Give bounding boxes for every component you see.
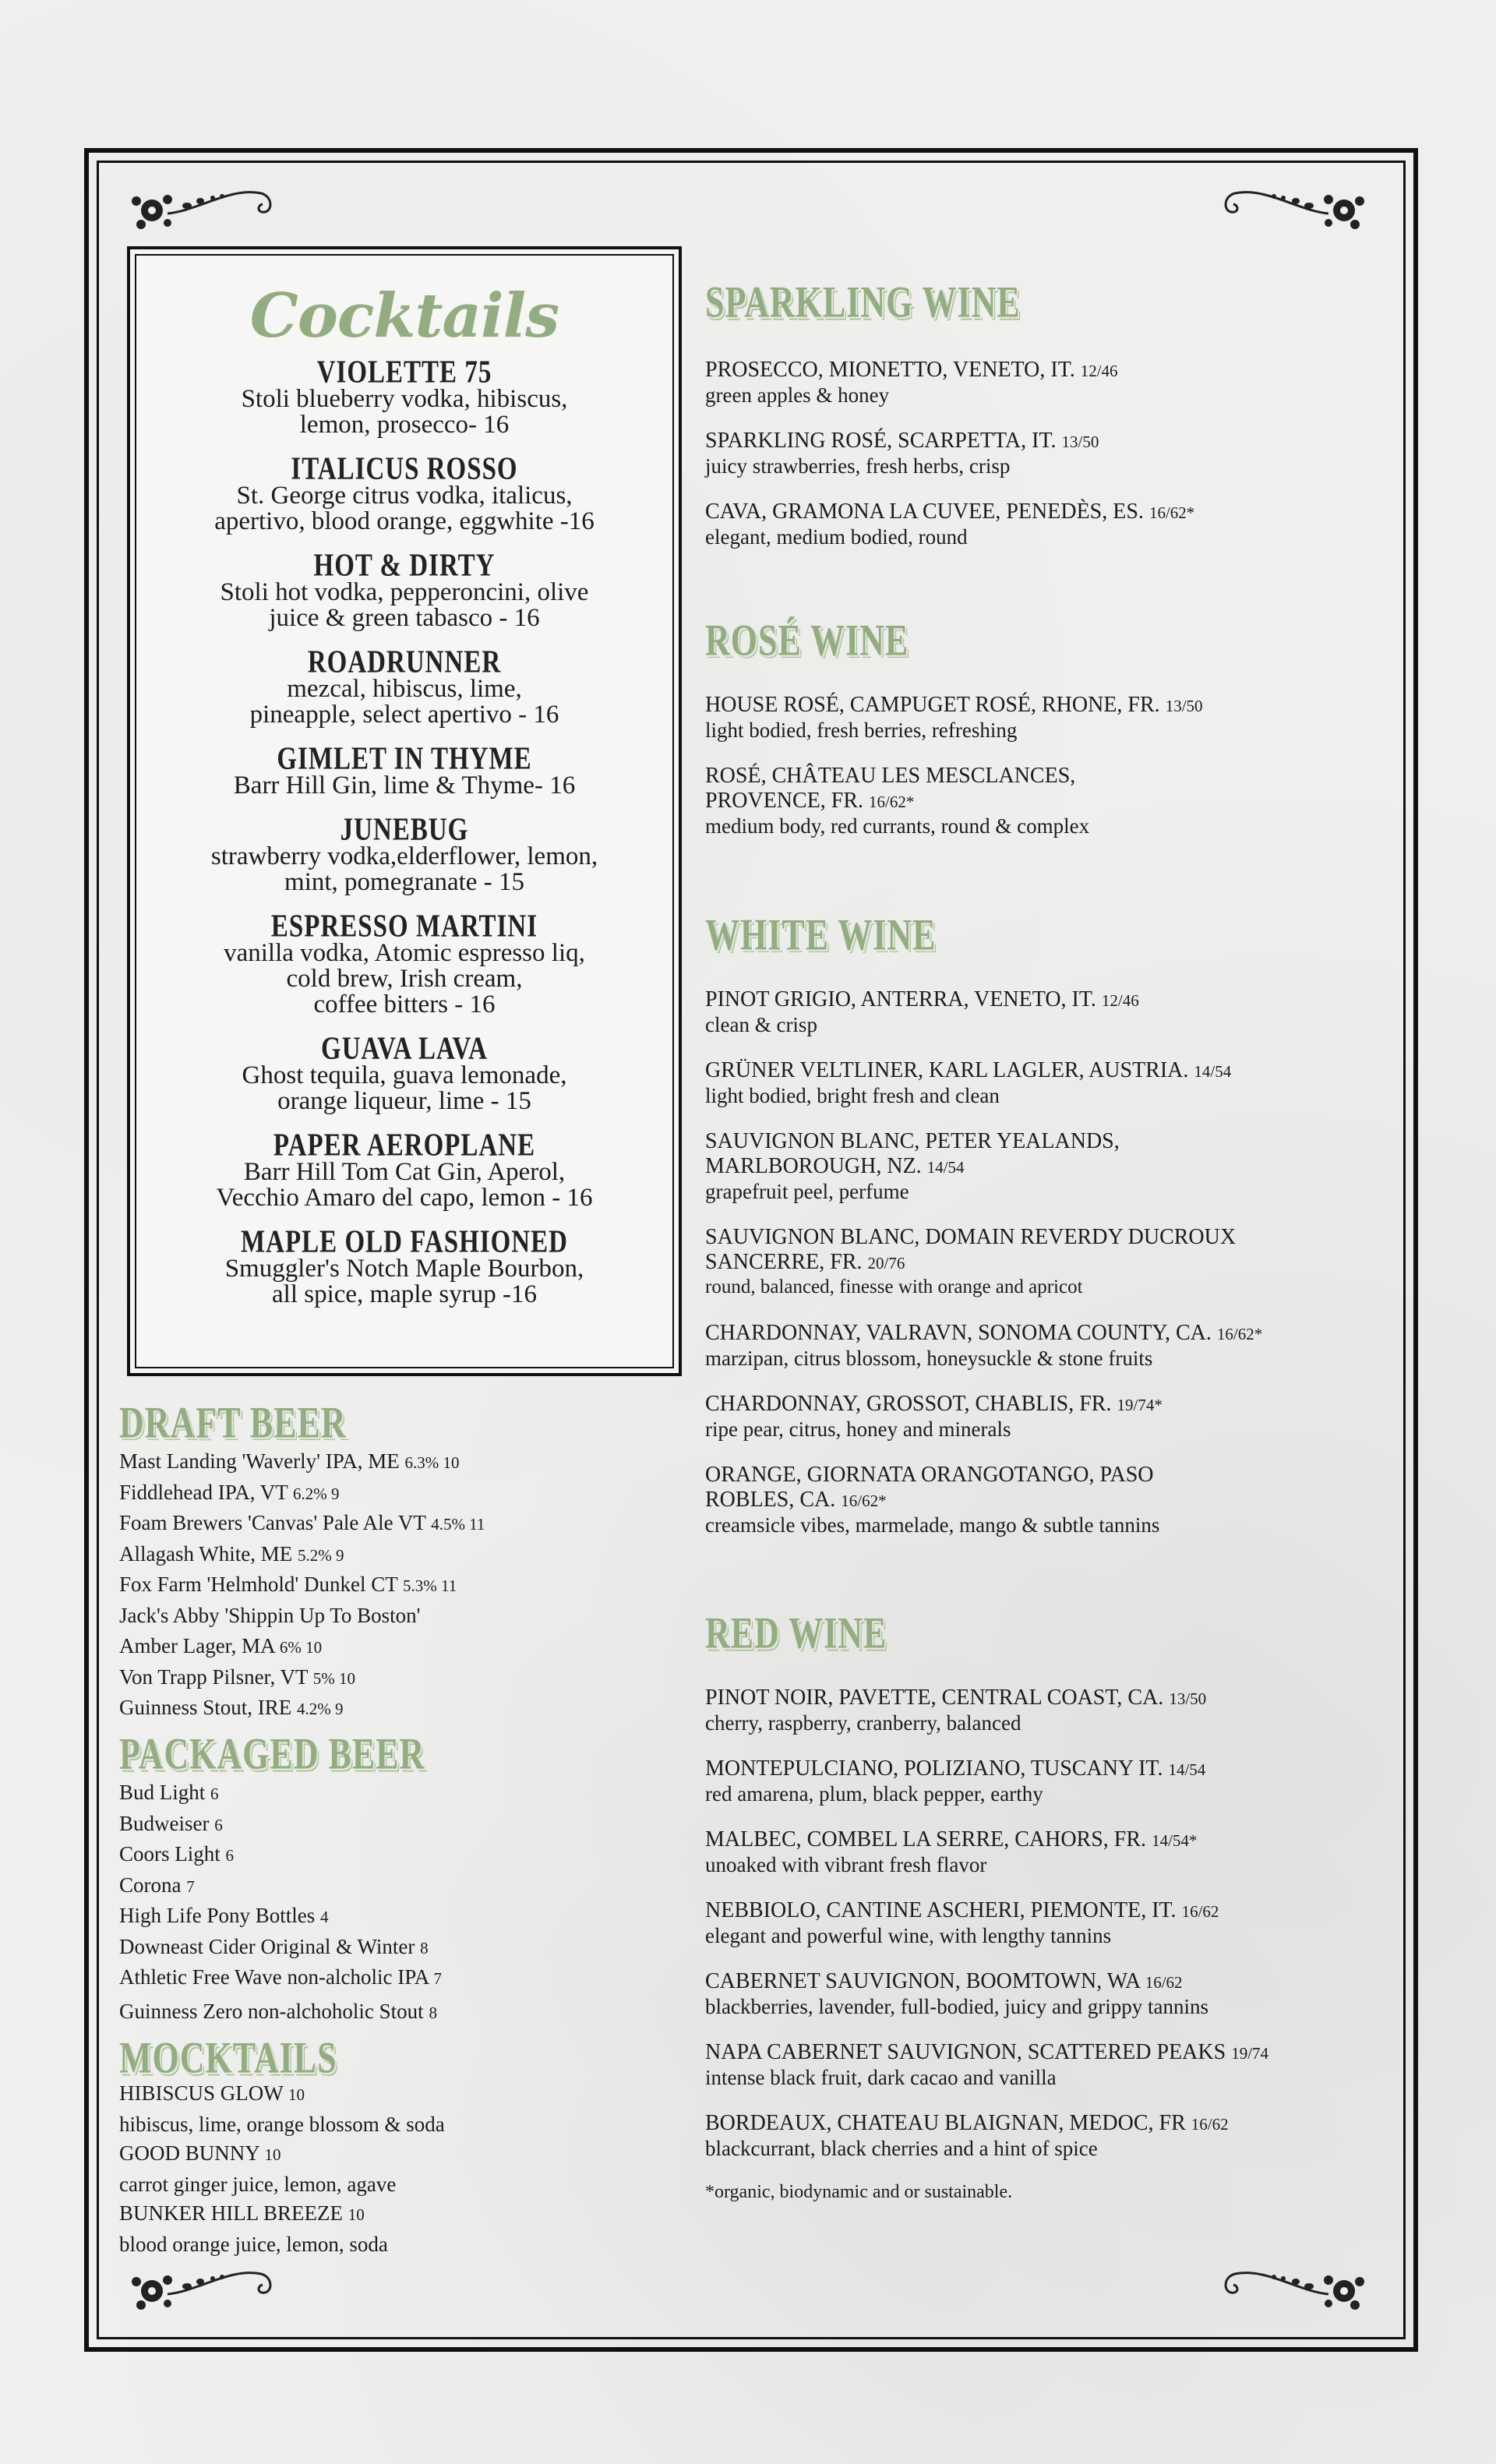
cocktail-desc: Smuggler's Notch Maple Bourbon,	[224, 1255, 584, 1283]
wine-name: GRÜNER VELTLINER, KARL LAGLER, AUSTRIA.	[705, 1058, 1189, 1082]
beer-name: High Life Pony Bottles	[119, 1904, 316, 1927]
wine-desc: blackberries, lavender, full-bodied, juicy and grippy tannins	[705, 1995, 1208, 2018]
wine-desc: cherry, raspberry, cranberry, balanced	[705, 1711, 1021, 1735]
wine-name: MALBEC, COMBEL LA SERRE, CAHORS, FR.	[705, 1827, 1147, 1852]
price: 7	[186, 1876, 195, 1896]
wine-name: CAVA, GRAMONA LA CUVEE, PENEDÈS, ES.	[705, 500, 1144, 524]
cocktail-item	[146, 355, 663, 439]
list-item	[119, 1570, 680, 1601]
cocktail-item	[146, 1224, 663, 1308]
cocktail-name: MAPLE OLD FASHIONED	[241, 1224, 568, 1260]
wine-desc: marzipan, citrus blossom, honeysuckle & stone fruits	[705, 1347, 1153, 1370]
section-title: RED WINE	[705, 1608, 887, 1658]
wine-item	[705, 693, 1383, 742]
cocktail-item	[146, 812, 663, 896]
floral-ornament-icon	[113, 179, 284, 242]
list-item	[119, 1663, 680, 1694]
beer-detail: 6.3% 10	[404, 1453, 460, 1472]
wine-name: PINOT GRIGIO, ANTERRA, VENETO, IT.	[705, 987, 1096, 1011]
list-item	[119, 1963, 680, 1994]
floral-ornament-icon	[113, 2260, 284, 2322]
cocktail-desc: orange liqueur, lime - 15	[277, 1087, 531, 1115]
wine-name: SPARKLING ROSÉ, SCARPETTA, IT.	[705, 429, 1057, 453]
cocktail-name: VIOLETTE 75	[316, 355, 492, 390]
wine-item	[705, 1898, 1383, 1947]
cocktail-desc: Stoli hot vodka, pepperoncini, olive	[220, 578, 589, 606]
wine-desc: red amarena, plum, black pepper, earthy	[705, 1782, 1043, 1806]
wine-desc: intense black fruit, dark cacao and vanilla	[705, 2066, 1057, 2089]
price: 10	[288, 2085, 305, 2104]
list-item	[119, 1478, 680, 1509]
wine-item	[705, 1225, 1321, 1299]
mocktail-name-line	[119, 2199, 680, 2230]
price: 14/54	[1168, 1760, 1206, 1779]
cocktail-name: GUAVA LAVA	[321, 1031, 488, 1067]
wine-name: ORANGE, GIORNATA ORANGOTANGO, PASO ROBLES, CA.	[705, 1463, 1154, 1512]
beer-name: Mast Landing 'Waverly' IPA, ME	[119, 1449, 400, 1473]
list-item	[119, 1601, 680, 1633]
wine-item	[705, 1321, 1383, 1370]
cocktail-desc: mint, pomegranate - 15	[284, 868, 524, 896]
beer-name: Fox Farm 'Helmhold' Dunkel CT	[119, 1573, 398, 1596]
sparkling-wine-section	[705, 277, 1383, 570]
cocktail-desc: apertivo, blood orange, eggwhite -16	[214, 507, 595, 535]
beer-name: Guinness Stout, IRE	[119, 1696, 292, 1719]
mocktail-name: BUNKER HILL BREEZE	[119, 2201, 343, 2225]
price: 14/54	[1194, 1062, 1232, 1081]
wine-item	[705, 1058, 1383, 1107]
price: 12/46	[1080, 362, 1118, 380]
cocktail-item	[146, 1031, 663, 1115]
price: 8	[420, 1938, 429, 1957]
list-item	[119, 1778, 680, 1809]
mocktail-name-line	[119, 2079, 680, 2110]
wine-item	[705, 987, 1383, 1036]
beer-name: Von Trapp Pilsner, VT	[119, 1664, 308, 1689]
cocktail-item	[146, 644, 663, 729]
price: 8	[429, 2003, 437, 2022]
cocktail-name: ROADRUNNER	[307, 644, 502, 680]
packaged-beer-section	[119, 1728, 680, 2028]
price: 6	[225, 1846, 235, 1865]
wine-name: NEBBIOLO, CANTINE ASCHERI, PIEMONTE, IT.	[705, 1898, 1177, 1922]
price: 16/62*	[1216, 1325, 1263, 1343]
cocktail-desc: mezcal, hibiscus, lime,	[287, 675, 522, 703]
cocktail-name: JUNEBUG	[340, 812, 469, 848]
cocktail-desc: vanilla vodka, Atomic espresso liq,	[224, 939, 585, 967]
price: 16/62	[1191, 2115, 1229, 2134]
beer-detail: 6.2% 9	[293, 1484, 340, 1503]
wine-desc: clean & crisp	[705, 1013, 817, 1036]
cocktail-item	[146, 741, 663, 800]
cocktail-item	[146, 548, 663, 632]
cocktail-desc: Barr Hill Gin, lime & Thyme- 16	[233, 771, 576, 800]
beer-detail: 5.2% 9	[297, 1545, 344, 1565]
wine-name: PROSECCO, MIONETTO, VENETO, IT.	[705, 358, 1075, 382]
wine-desc: unoaked with vibrant fresh flavor	[705, 1853, 987, 1876]
wine-item	[705, 500, 1383, 549]
wine-name: CHARDONNAY, VALRAVN, SONOMA COUNTY, CA.	[705, 1321, 1212, 1345]
wine-name: CABERNET SAUVIGNON, BOOMTOWN, WA	[705, 1969, 1140, 1993]
wine-name: SAUVIGNON BLANC, DOMAIN REVERDY DUCROUX SANCERRE, FR.	[705, 1225, 1237, 1274]
wine-desc: ripe pear, citrus, honey and minerals	[705, 1417, 1011, 1441]
price: 6	[210, 1784, 219, 1803]
price: 6	[214, 1815, 223, 1834]
cocktail-desc: coffee bitters - 16	[313, 990, 496, 1018]
price: 16/62	[1145, 1973, 1183, 1992]
section-title: DRAFT BEER	[119, 1397, 347, 1448]
price: 20/76	[867, 1254, 905, 1273]
beer-name: Bud Light	[119, 1781, 206, 1804]
cocktails-section	[127, 246, 682, 1376]
floral-ornament-icon	[1212, 179, 1383, 242]
mocktail-desc: carrot ginger juice, lemon, agave	[119, 2172, 397, 2196]
red-wine-section	[705, 1608, 1383, 2203]
price: 19/74	[1231, 2044, 1269, 2063]
floral-ornament-icon	[1212, 2260, 1383, 2322]
cocktail-desc: strawberry vodka,elderflower, lemon,	[210, 842, 598, 870]
wine-item	[705, 764, 1173, 838]
wine-item	[705, 1392, 1383, 1441]
list-item	[119, 1933, 680, 1964]
price: 10	[348, 2205, 365, 2224]
beer-name: Budweiser	[119, 1811, 210, 1835]
cocktail-name: ITALICUS ROSSO	[291, 451, 518, 487]
beer-name: Amber Lager, MA	[119, 1634, 275, 1657]
beer-name: Guinness Zero non-alchoholic Stout	[119, 1999, 424, 2023]
wine-name: ROSÉ, CHÂTEAU LES MESCLANCES, PROVENCE, FR.	[705, 764, 1076, 813]
section-title: SPARKLING WINE	[705, 277, 1021, 327]
rose-wine-section	[705, 615, 1383, 860]
wine-item	[705, 1129, 1235, 1203]
price: 10	[264, 2145, 281, 2164]
price: 14/54	[926, 1158, 965, 1177]
beer-name: Corona	[119, 1873, 182, 1897]
beer-name: Fiddlehead IPA, VT	[119, 1480, 288, 1504]
cocktail-desc: Vecchio Amaro del capo, lemon - 16	[216, 1184, 593, 1212]
price: 13/50	[1169, 1689, 1207, 1708]
price: 16/62*	[1148, 503, 1195, 522]
beer-name: Athletic Free Wave non-alcholic IPA	[119, 1965, 429, 1989]
mocktail-name: GOOD BUNNY	[119, 2141, 259, 2165]
beer-name: Downeast Cider Original & Winter	[119, 1934, 415, 1958]
mocktail-name-line	[119, 2139, 680, 2170]
beer-name: Coors Light	[119, 1842, 221, 1866]
section-title: PACKAGED BEER	[119, 1728, 425, 1779]
wine-desc: blackcurrant, black cherries and a hint of spice	[705, 2137, 1098, 2160]
wine-name: NAPA CABERNET SAUVIGNON, SCATTERED PEAKS	[705, 2040, 1226, 2064]
wine-desc: light bodied, fresh berries, refreshing	[705, 718, 1018, 742]
beer-name: Allagash White, ME	[119, 1541, 293, 1566]
price: 19/74*	[1117, 1396, 1163, 1414]
cocktail-desc: Ghost tequila, guava lemonade,	[242, 1061, 567, 1089]
wine-item	[705, 1969, 1383, 2018]
wine-item	[705, 1686, 1383, 1735]
wine-name: PINOT NOIR, PAVETTE, CENTRAL COAST, CA.	[705, 1686, 1164, 1710]
wine-desc: juicy strawberries, fresh herbs, crisp	[705, 454, 1011, 478]
draft-beer-section	[119, 1397, 680, 1724]
wine-desc: light bodied, bright fresh and clean	[705, 1084, 1000, 1107]
wine-item	[705, 358, 1383, 407]
cocktail-desc: juice & green tabasco - 16	[269, 604, 540, 632]
wine-item	[705, 2111, 1383, 2160]
white-wine-section	[705, 909, 1383, 1559]
cocktail-item	[146, 1128, 663, 1212]
wine-desc: creamsicle vibes, marmelade, mango & subtle tannins	[705, 1513, 1160, 1537]
price: 4	[320, 1908, 329, 1926]
section-title: WHITE WINE	[705, 909, 937, 960]
cocktail-item	[146, 451, 663, 535]
wine-item	[705, 1827, 1383, 1876]
beer-detail: 5% 10	[312, 1668, 355, 1688]
section-title: MOCKTAILS	[119, 2032, 337, 2083]
price: 16/62*	[841, 1491, 887, 1510]
wine-desc: green apples & honey	[705, 383, 890, 407]
cocktail-desc: cold brew, Irish cream,	[286, 965, 523, 993]
wine-item	[705, 1463, 1188, 1537]
beer-detail: 4.5% 11	[431, 1515, 485, 1534]
list-item	[119, 1901, 680, 1933]
price: 14/54*	[1152, 1831, 1198, 1850]
cocktail-desc: St. George citrus vodka, italicus,	[236, 482, 573, 510]
list-item	[119, 1693, 680, 1724]
cocktail-name: ESPRESSO MARTINI	[270, 909, 538, 944]
list-item	[119, 1871, 680, 1902]
footnote: *organic, biodynamic and or sustainable.	[705, 2182, 1013, 2202]
cocktail-name: HOT & DIRTY	[313, 548, 496, 584]
beer-detail: 4.2% 9	[297, 1700, 344, 1718]
wine-item	[705, 429, 1383, 478]
price: 7	[433, 1969, 442, 1988]
cocktail-list	[146, 355, 663, 1325]
cocktail-item	[146, 909, 663, 1018]
cocktail-name: PAPER AEROPLANE	[273, 1128, 536, 1163]
wine-desc: elegant, medium bodied, round	[705, 525, 968, 549]
price: 16/62*	[869, 793, 915, 811]
list-item	[119, 1447, 680, 1478]
wine-name: MONTEPULCIANO, POLIZIANO, TUSCANY IT.	[705, 1756, 1163, 1781]
wine-desc: medium body, red currants, round & complex	[705, 814, 1090, 838]
price: 13/50	[1165, 697, 1203, 715]
price: 12/46	[1101, 991, 1139, 1010]
wine-name: BORDEAUX, CHATEAU BLAIGNAN, MEDOC, FR	[705, 2111, 1186, 2135]
wine-item	[705, 1756, 1383, 1806]
mocktail-desc: blood orange juice, lemon, soda	[119, 2232, 388, 2256]
list-item	[119, 1540, 680, 1571]
mocktail-name: HIBISCUS GLOW	[119, 2081, 284, 2105]
wine-desc: grapefruit peel, perfume	[705, 1180, 909, 1203]
list-item	[119, 1632, 680, 1663]
wine-name: SAUVIGNON BLANC, PETER YEALANDS, MARLBOROUGH, NZ.	[705, 1129, 1120, 1178]
price: 13/50	[1061, 432, 1099, 451]
cocktail-desc: Stoli blueberry vodka, hibiscus,	[241, 385, 568, 413]
list-item	[119, 1809, 680, 1841]
section-title: ROSÉ WINE	[705, 615, 909, 665]
wine-desc: elegant and powerful wine, with lengthy tannins	[705, 1924, 1112, 1947]
wine-name: HOUSE ROSÉ, CAMPUGET ROSÉ, RHONE, FR.	[705, 693, 1160, 717]
cocktail-desc: all spice, maple syrup -16	[272, 1280, 537, 1308]
wine-item	[705, 2040, 1383, 2089]
wine-name: CHARDONNAY, GROSSOT, CHABLIS, FR.	[705, 1392, 1112, 1416]
cocktails-title: Cocktails	[249, 281, 559, 351]
cocktail-desc: lemon, prosecco- 16	[299, 411, 510, 439]
list-item	[119, 1997, 680, 2028]
cocktail-desc: pineapple, select apertivo - 16	[249, 701, 559, 729]
cocktail-desc: Barr Hill Tom Cat Gin, Aperol,	[243, 1158, 566, 1186]
mocktail-desc: hibiscus, lime, orange blossom & soda	[119, 2112, 445, 2136]
cocktail-name: GIMLET IN THYME	[277, 741, 532, 777]
wine-desc: round, balanced, finesse with orange and apricot	[705, 1276, 1083, 1297]
beer-detail: 5.3% 11	[402, 1576, 457, 1595]
price: 16/62	[1181, 1902, 1219, 1921]
mocktails-section	[119, 2032, 680, 2259]
list-item	[119, 1509, 680, 1540]
beer-name: Jack's Abby 'Shippin Up To Boston'	[119, 1603, 421, 1627]
beer-detail: 6% 10	[279, 1638, 323, 1657]
list-item	[119, 1840, 680, 1871]
beer-name: Foam Brewers 'Canvas' Pale Ale VT	[119, 1511, 426, 1534]
